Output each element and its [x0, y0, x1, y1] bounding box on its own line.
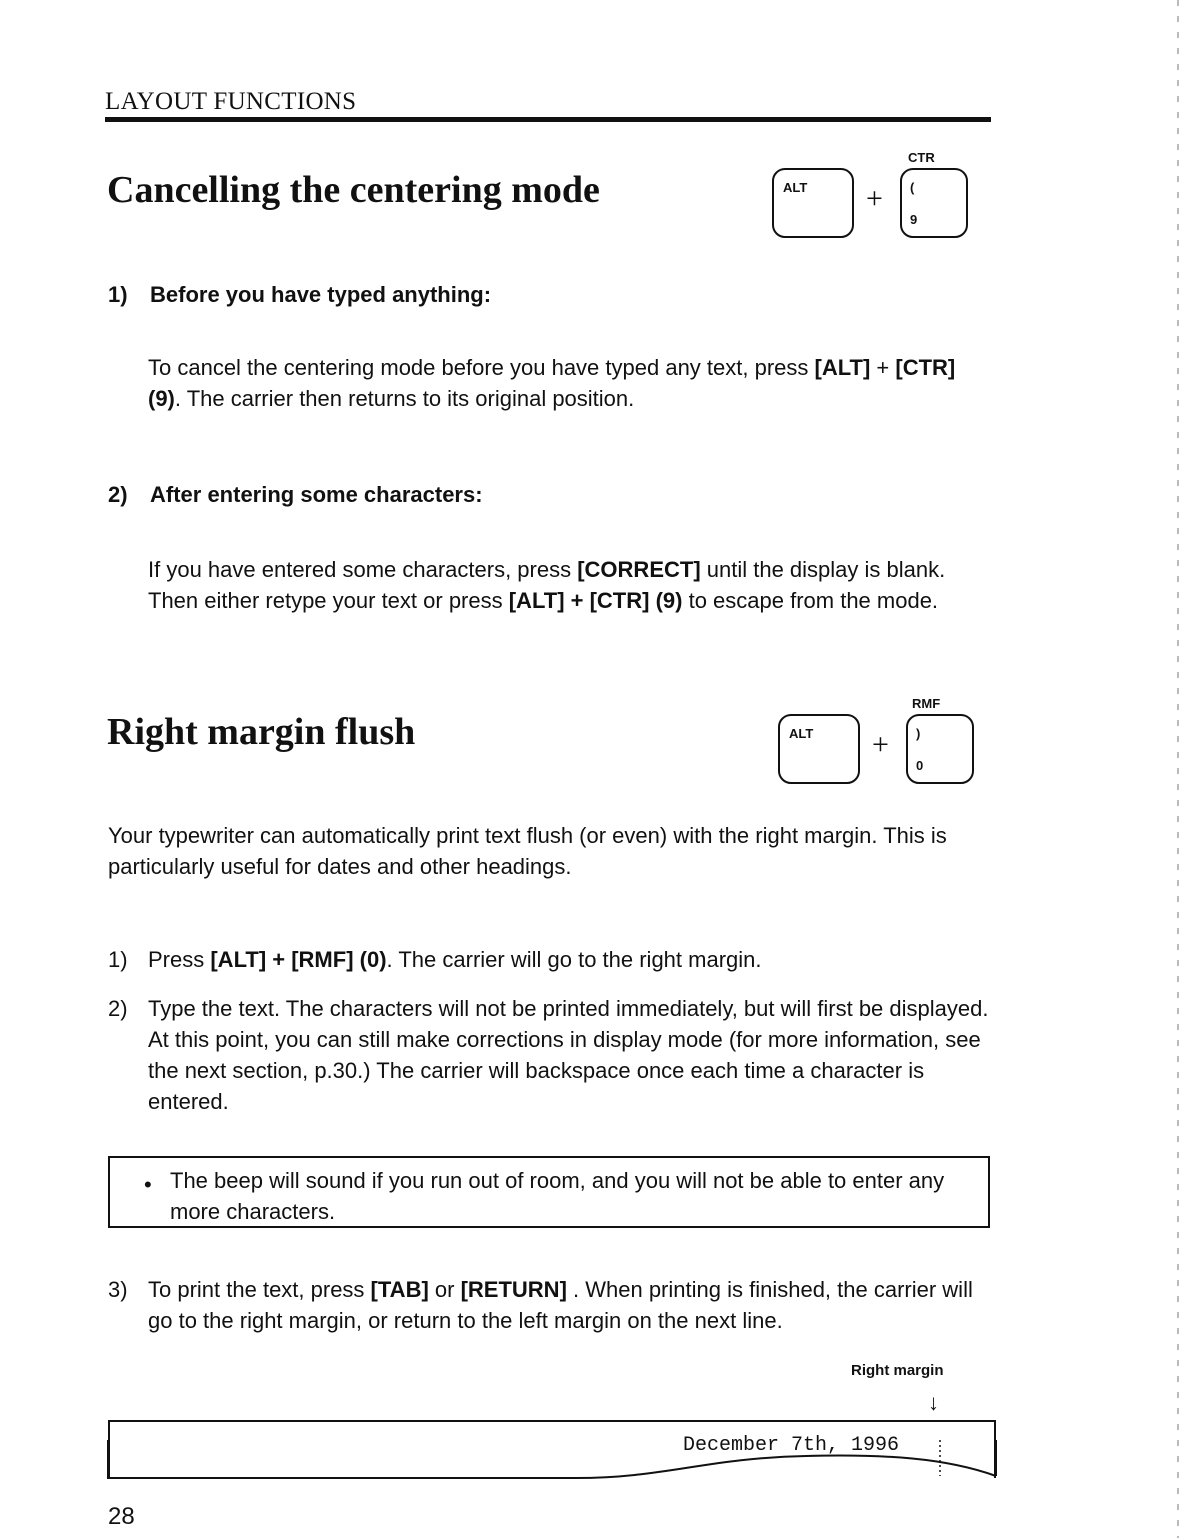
step-number: 2)	[108, 482, 128, 507]
step-number: 3)	[108, 1277, 128, 1302]
ctr-keycap-label: CTR	[908, 150, 935, 165]
right-margin-label: Right margin	[851, 1362, 944, 1379]
heading-cancel-centering: Cancelling the centering mode	[107, 169, 600, 211]
paragraph-after-entering: If you have entered some characters, press [CORRECT] until the display is blank. Then either retype your text or press [ALT] + [CTR] (9) to escape from the mode.	[148, 557, 946, 613]
ctr-key-icon	[900, 168, 968, 238]
ctr-key-number: 9	[910, 212, 918, 227]
alt-key-label: ALT	[789, 726, 814, 741]
step-number: 1)	[108, 947, 128, 972]
step-number: 2)	[108, 996, 128, 1021]
page-number: 28	[108, 1503, 135, 1530]
bullet-icon: •	[144, 1172, 152, 1197]
rmf-key-icon	[906, 714, 974, 784]
rmf-key-number: 0	[916, 758, 924, 773]
section-title: LAYOUT FUNCTIONS	[105, 88, 357, 115]
paragraph-step-type-text: Type the text. The characters will not be printed immediately, but will first be displayed. At this point, you can still make corrections in display mode (for more information, see the next section, p.30.) The carrier will backspace once each time a character is entered.	[148, 996, 989, 1114]
header-rule	[105, 117, 991, 122]
alt-key-icon	[772, 168, 854, 238]
down-arrow-icon: ↓	[928, 1390, 939, 1415]
paragraph-flush-intro: Your typewriter can automatically print text flush (or even) with the right margin. This is particularly useful for dates and other headings.	[108, 823, 947, 879]
rmf-keycap-label: RMF	[912, 696, 941, 711]
plus-icon: +	[872, 728, 889, 761]
alt-key-label: ALT	[783, 180, 808, 195]
paragraph-step-press-alt-rmf: Press [ALT] + [RMF] (0). The carrier will go to the right margin.	[148, 947, 762, 972]
note-text: The beep will sound if you run out of room, and you will not be able to enter any more characters.	[170, 1168, 945, 1224]
plus-icon: +	[866, 182, 883, 215]
scan-edge-decoration	[1172, 0, 1182, 1538]
paragraph-before-typing: To cancel the centering mode before you have typed any text, press [ALT] + [CTR] (9). The carrier then returns to its original position.	[148, 355, 956, 411]
ctr-key-symbol: (	[910, 180, 915, 195]
rmf-key-symbol: )	[916, 726, 921, 741]
heading-right-margin-flush: Right margin flush	[107, 711, 416, 753]
alt-key-icon	[778, 714, 860, 784]
note-box	[108, 1156, 990, 1228]
step-number: 1)	[108, 282, 128, 307]
example-date: December 7th, 1996	[683, 1434, 900, 1457]
subheading-after-entering: After entering some characters:	[150, 482, 483, 507]
key-combo-alt-ctr	[770, 148, 980, 244]
subheading-before-typing: Before you have typed anything:	[150, 282, 492, 307]
key-combo-alt-rmf	[776, 694, 986, 790]
paragraph-step-print-text: To print the text, press [TAB] or [RETURN] . When printing is finished, the carrier will go to the right margin, or return to the left margin on the next line.	[148, 1277, 973, 1333]
